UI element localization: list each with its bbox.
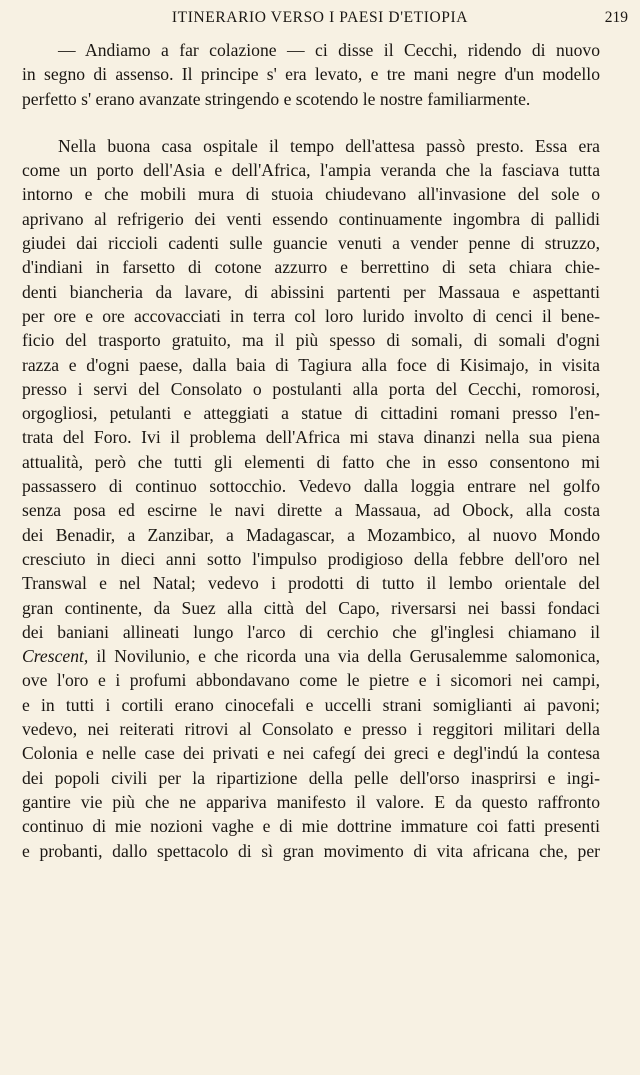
text-line: e in tutti i cortili erano cinocefali e uccelli strani somiglianti ai pavoni; — [22, 694, 600, 715]
text-line: passassero di continuo sottocchio. Vedevo dalla loggia entrare nel golfo — [22, 476, 600, 497]
text-line: perfetto s' erano avanzate stringendo e scotendo le nostre familiarmente. — [22, 88, 531, 109]
text-line: continuo di mie nozioni vaghe e di mie dottrine immature coi fatti presenti — [22, 816, 600, 837]
text-line: orgogliosi, petulanti e atteggiati a statue di cittadini romani presso l'en- — [22, 403, 600, 424]
text-line: denti biancheria da lavare, di abissini partenti per Massaua e aspettanti — [22, 281, 600, 302]
text-line: gantire vie più che ne appariva manifesto il valore. E da questo raffronto — [22, 791, 600, 812]
text-line: intorno e che mobili mura di stuoia chiudevano all'invasione del sole o — [22, 184, 600, 205]
text-line: d'indiani in farsetto di cotone azzurro e berrettino di seta chiara chie- — [22, 257, 600, 278]
text-line: dei popoli civili per la ripartizione della pelle dell'orso inasprirsi e ingi- — [22, 767, 600, 788]
text-line: dei baniani allineati lungo l'arco di cerchio che gl'inglesi chiamano il — [22, 621, 600, 642]
text-line: ficio del trasporto gratuito, ma il più spesso di somali, di somali d'ogni — [22, 330, 600, 351]
body-text — [22, 38, 600, 863]
text-line: — Andiamo a far colazione — ci disse il Cecchi, ridendo di nuovo — [58, 40, 600, 60]
page-number: 219 — [604, 9, 628, 26]
text-line: giudei dai riccioli cadenti sulle guancie venuti a vender penne di struzzo, — [22, 233, 600, 254]
text-line: Nella buona casa ospitale il tempo dell'attesa passò presto. Essa era — [58, 135, 600, 156]
text-line: dei Benadir, a Zanzibar, a Madagascar, a Mozambico, al nuovo Mondo — [22, 524, 600, 545]
text-line: e probanti, dallo spettacolo di sì gran movimento di vita africana che, per — [22, 840, 600, 861]
running-title: ITINERARIO VERSO I PAESI D'ETIOPIA — [171, 9, 469, 26]
text-line: in segno di assenso. Il principe s' era levato, e tre mani negre d'un modello — [22, 64, 600, 85]
text-line: Transwal e nel Natal; vedevo i prodotti di tutto il lembo orientale del — [22, 573, 600, 594]
text-line: gran continente, da Suez alla città del Capo, riversarsi nei bassi fondaci — [22, 597, 600, 618]
text-line: cresciuto in dieci anni sotto l'impulso prodigioso della febbre dell'oro nel — [22, 548, 600, 569]
paragraph-gap — [22, 111, 600, 134]
italic-crescent: Crescent, — [22, 646, 89, 667]
running-head — [0, 9, 640, 33]
text-line: per ore e ore accovacciati in terra col loro lurido involto di cenci il bene- — [22, 305, 600, 326]
crescent-line-rest: il Novilunio, e che ricorda una via della Gerusalemme salomonica, — [88, 646, 600, 667]
text-line: ove l'oro e i profumi abbondavano come le pietre e i sicomori nei campi, — [22, 670, 600, 691]
text-line-crescent — [22, 644, 600, 668]
text-line: vedevo, nei reiterati ritrovi al Consolato e presso i reggitori militari della — [22, 719, 600, 740]
text-line: razza e d'ogni paese, dalla baia di Tagiura alla foce di Kisimajo, in visita — [22, 354, 600, 375]
text-line: come un porto dell'Asia e dell'Africa, l'ampia veranda che la fasciava tutta — [22, 160, 600, 181]
text-line: attualità, però che tutti gli elementi di fatto che in esso consentono mi — [22, 451, 600, 472]
text-line: trata del Foro. Ivi il problema dell'Africa mi stava dinanzi nella sua piena — [22, 427, 600, 448]
text-line: presso i servi del Consolato o postulanti alla porta del Cecchi, romorosi, — [22, 378, 600, 399]
text-line: aprivano al refrigerio dei venti essendo continuamente ingombra di pallidi — [22, 208, 600, 229]
text-line: Colonia e nelle case dei privati e nei cafegí dei greci e degl'indú la contesa — [22, 743, 600, 764]
text-line: senza posa ed escirne le navi dirette a Massaua, ad Obock, alla costa — [22, 500, 600, 521]
